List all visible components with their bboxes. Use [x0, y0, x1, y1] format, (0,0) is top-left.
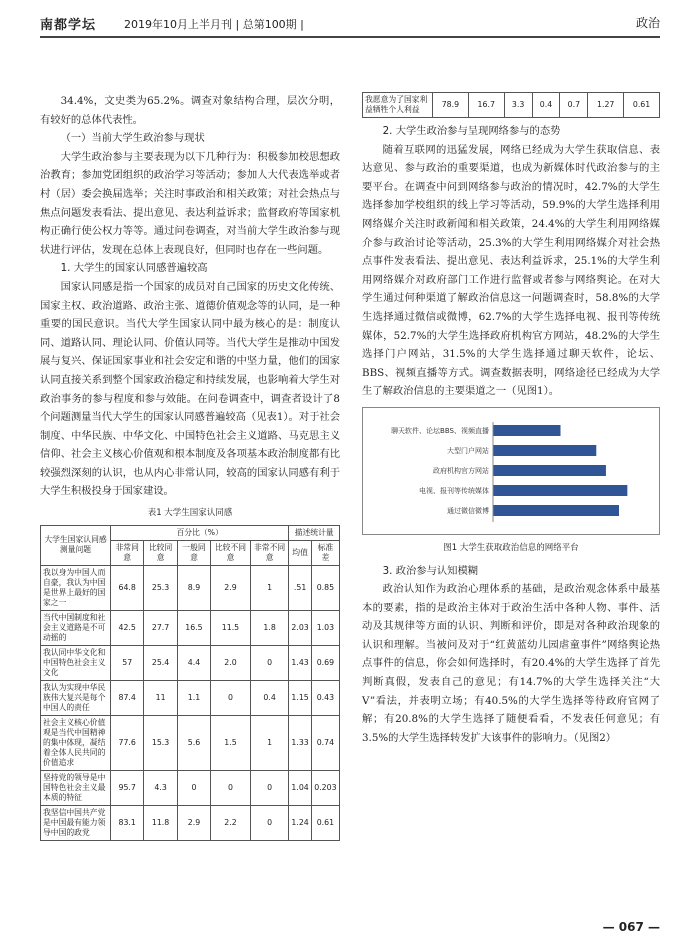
table-cell: 0 — [177, 770, 210, 805]
page-header — [40, 8, 660, 38]
table-cell: 2.0 — [211, 645, 251, 680]
table-cell: 2.2 — [211, 805, 251, 840]
identity-table-continued — [362, 92, 660, 118]
table-cell: 11 — [144, 680, 177, 715]
bar — [493, 425, 561, 436]
table-cell: 57 — [111, 645, 144, 680]
table-cell: 83.1 — [111, 805, 144, 840]
figure-1 — [362, 407, 660, 535]
table-row — [41, 715, 340, 770]
table-cell: 2.9 — [211, 565, 251, 610]
table-cell: .51 — [289, 565, 311, 610]
bar — [493, 445, 596, 456]
table-cell: 0.203 — [311, 770, 339, 805]
category-label: 政府机构官方网站 — [433, 466, 489, 475]
table-column-header: 标准差 — [311, 540, 339, 565]
paragraph: 政治认知作为政治心理体系的基础，是政治观念体系中最基本的要素，指的是政治主体对于政治生活中各种人物、事件、活动及其规律等方面的认识、判断和评价，即是对各种政治现象的认识和理解。当被问及对于“红黄蓝幼儿园虐童事件”网络舆论热点事件的信息，你会如何选择时，有20.4%的大学生选择了首先判断真假，发表自己的意见；有14.7%的大学生选择关注“大V”看法，并表明立场；有40.5%的大学生选择等待政府官网了解；有20.8%的大学生选择了随便看看，不发表任何意见；有3.5%的大学生选择转发扩大该事件的影响力。（见图2） — [362, 583, 660, 744]
left-column — [40, 92, 340, 841]
table-cell: 1.5 — [211, 715, 251, 770]
table-cell: 2.9 — [177, 805, 210, 840]
paragraph: 随着互联网的迅猛发展，网络已经成为大学生获取信息、表达意见、参与政治的重要渠道，也成为新媒体时代政治参与的主要平台。在调查中问到网络参与政治的情况时，42.7%的大学生选择参加学校组织的线上学习等活动，59.9%的大学生选择利用网络媒介关注时政新闻和相关政策，24.4%的大学生利用网络媒介参与政治讨论等活动，25.3%的大学生利用网络媒介对社会热点事件发表看法、提出意见、表达利益诉求，25.1%的大学生利用网络媒介对政府部门工作进行监督或者参与网络舆论。在对大学生通过何种渠道了解政治信息这一问题调查时，58.8%的大学生选择通过微信或微博，62.7%的大学生选择电视、报刊等传统媒体，52.7%的大学生选择政府机构官方网站，48.2%的大学生选择门户网站，31.5%的大学生选择通过聊天软件，论坛、BBS、视频直播等方式。调查数据表明，网络途径已经成为大学生了解政治信息的主要渠道之一（见图1）。 — [362, 143, 660, 398]
table-cell-question: 我愿意为了国家利益牺牲个人利益 — [363, 93, 433, 118]
table-cell-question: 坚持党的领导是中国特色社会主义最本质的特征 — [41, 770, 111, 805]
table-cell: 16.5 — [177, 610, 210, 645]
table-cell: 0.69 — [311, 645, 339, 680]
table-cell: 0 — [211, 680, 251, 715]
table-cell: 42.5 — [111, 610, 144, 645]
table-row — [41, 610, 340, 645]
table-cell: 0.74 — [311, 715, 339, 770]
subsection-heading: 3. 政治参与认知模糊 — [382, 564, 479, 577]
table-header-percent: 百分比（%） — [111, 525, 289, 540]
section-heading: （一）当前大学生政治参与现状 — [60, 132, 205, 145]
identity-table — [40, 525, 340, 841]
table-cell: 0.4 — [250, 680, 289, 715]
table-cell-question: 社会主义核心价值观是当代中国精神的集中体现，凝结着全体人民共同的价值追求 — [41, 715, 111, 770]
table-cell: 1.1 — [177, 680, 210, 715]
table-cell: 8.9 — [177, 565, 210, 610]
category-label: 大型门户网站 — [447, 446, 489, 455]
table-cell: 15.3 — [144, 715, 177, 770]
table-cell: 0 — [250, 770, 289, 805]
table-column-header: 非常不同意 — [250, 540, 289, 565]
table-caption: 表1 大学生国家认同感 — [147, 508, 233, 519]
table-cell-question: 当代中国制度和社会主义道路是不可动摇的 — [41, 610, 111, 645]
table-cell: 0 — [250, 645, 289, 680]
table-cell: 3.3 — [504, 93, 532, 118]
table-cell: 27.7 — [144, 610, 177, 645]
table-cell: 1.04 — [289, 770, 311, 805]
right-column — [362, 92, 660, 747]
table-cell: 1.33 — [289, 715, 311, 770]
table-cell: 1.27 — [588, 93, 624, 118]
table-cell: 1 — [250, 565, 289, 610]
table-cell: 1.24 — [289, 805, 311, 840]
table-column-header: 非常同意 — [111, 540, 144, 565]
journal-title: 南都学坛 — [40, 18, 97, 33]
figure-caption: 图1 大学生获取政治信息的网络平台 — [443, 542, 579, 553]
paragraph: 国家认同感是指一个国家的成员对自己国家的历史文化传统、国家主权、政治道路、政治主张、道德价值观念等的认同，是一种重要的国民意识。当代大学生国家认同中最为核心的是：制度认同、道路认同、理论认同、价值认同等。当代大学生是推动中国发展与复兴、保证国家事业和社会安定和谐的中坚力量，他们的国家认同直接关系到整个国家政治稳定和持续发展，也影响着大学生对政治事务的参与程度和参与效能。在问卷调查中，调查者设计了8个问题测量当代大学生的国家认同感普遍较高（见表1）。对于社会制度、中华民族、中华文化、中国特色社会主义道路、马克思主义信仰、社会主义核心价值观和根本制度及各项基本政治制度都有比较强烈深刻的认识，也从内心非常认同，较高的国家认同感有利于大学生积极投身于国家建设。 — [40, 280, 341, 498]
table-cell-question: 我以身为中国人而自豪，我认为中国是世界上最好的国家之一 — [41, 565, 111, 610]
table-column-header: 比较同意 — [144, 540, 177, 565]
table-cell: 1.15 — [289, 680, 311, 715]
bar — [493, 465, 606, 476]
table-row — [41, 680, 340, 715]
table-cell: 11.5 — [211, 610, 251, 645]
table-column-header: 一般同意 — [177, 540, 210, 565]
table-cell: 95.7 — [111, 770, 144, 805]
table-header-stats: 描述统计量 — [289, 525, 340, 540]
paragraph: 34.4%，文史类为65.2%。调查对象结构合理，层次分明，有较好的总体代表性。 — [40, 95, 340, 126]
table-cell-question: 我坚信中国共产党是中国最有能力领导中国的政党 — [41, 805, 111, 840]
table-row — [41, 565, 340, 610]
table-cell: 25.3 — [144, 565, 177, 610]
table-cell: 1.8 — [250, 610, 289, 645]
table-cell: 1 — [250, 715, 289, 770]
table-column-header: 均值 — [289, 540, 311, 565]
subsection-heading: 1. 大学生的国家认同感普遍较高 — [60, 262, 208, 275]
table-cell: 1.03 — [311, 610, 339, 645]
table-cell: 11.8 — [144, 805, 177, 840]
table-cell: 4.3 — [144, 770, 177, 805]
bar — [493, 505, 619, 516]
table-cell: 0.7 — [560, 93, 588, 118]
table-row — [41, 805, 340, 840]
table-cell: 5.6 — [177, 715, 210, 770]
table-column-header: 比较不同意 — [211, 540, 251, 565]
table-cell: 16.7 — [468, 93, 504, 118]
section-label: 政治 — [635, 16, 660, 30]
category-label: 通过微信微博 — [447, 506, 489, 515]
table-cell: 87.4 — [111, 680, 144, 715]
table-row — [41, 645, 340, 680]
table-cell: 0.4 — [532, 93, 560, 118]
table-cell: 0.43 — [311, 680, 339, 715]
paragraph: 大学生政治参与主要表现为以下几种行为：积极参加校思想政治教育；参加党团组织的政治学习等活动；参加人大代表选举或者村（居）委会换届选举；关注时事政治和相关政策；对社会热点与焦点问题发表看法、提出意见、表达利益诉求；监督政府等国家机构正确行使公权力等等。通过问卷调查，对当前大学生政治参与现状进行评估，发现在总体上表现良好，但同时也存在一些问题。 — [40, 150, 340, 256]
category-label: 聊天软件、论坛BBS、视频直播 — [391, 426, 489, 435]
table-header-question: 大学生国家认同感测量问题 — [41, 525, 111, 565]
category-label: 电视、报刊等传统媒体 — [419, 486, 489, 495]
table-cell: 25.4 — [144, 645, 177, 680]
table-cell: 0.61 — [624, 93, 660, 118]
table-cell: 0.61 — [311, 805, 339, 840]
table-row — [363, 93, 660, 118]
issue-info: 2019年10月上半月刊 | 总第100期 | — [124, 18, 304, 31]
table-cell: 64.8 — [111, 565, 144, 610]
table-cell: 77.6 — [111, 715, 144, 770]
table-cell: 4.4 — [177, 645, 210, 680]
table-cell: 78.9 — [433, 93, 469, 118]
subsection-heading: 2. 大学生政治参与呈现网络参与的态势 — [382, 125, 561, 137]
bar-chart — [369, 416, 653, 526]
table-cell: 0 — [250, 805, 289, 840]
table-cell-question: 我认同中华文化和中国特色社会主义文化 — [41, 645, 111, 680]
table-cell: 1.43 — [289, 645, 311, 680]
bar — [493, 485, 627, 496]
page-number: — 067 — — [602, 920, 660, 934]
table-cell: 2.03 — [289, 610, 311, 645]
table-cell-question: 我认为实现中华民族伟大复兴是每个中国人的责任 — [41, 680, 111, 715]
table-cell: 0.85 — [311, 565, 339, 610]
table-row — [41, 770, 340, 805]
table-cell: 0 — [211, 770, 251, 805]
